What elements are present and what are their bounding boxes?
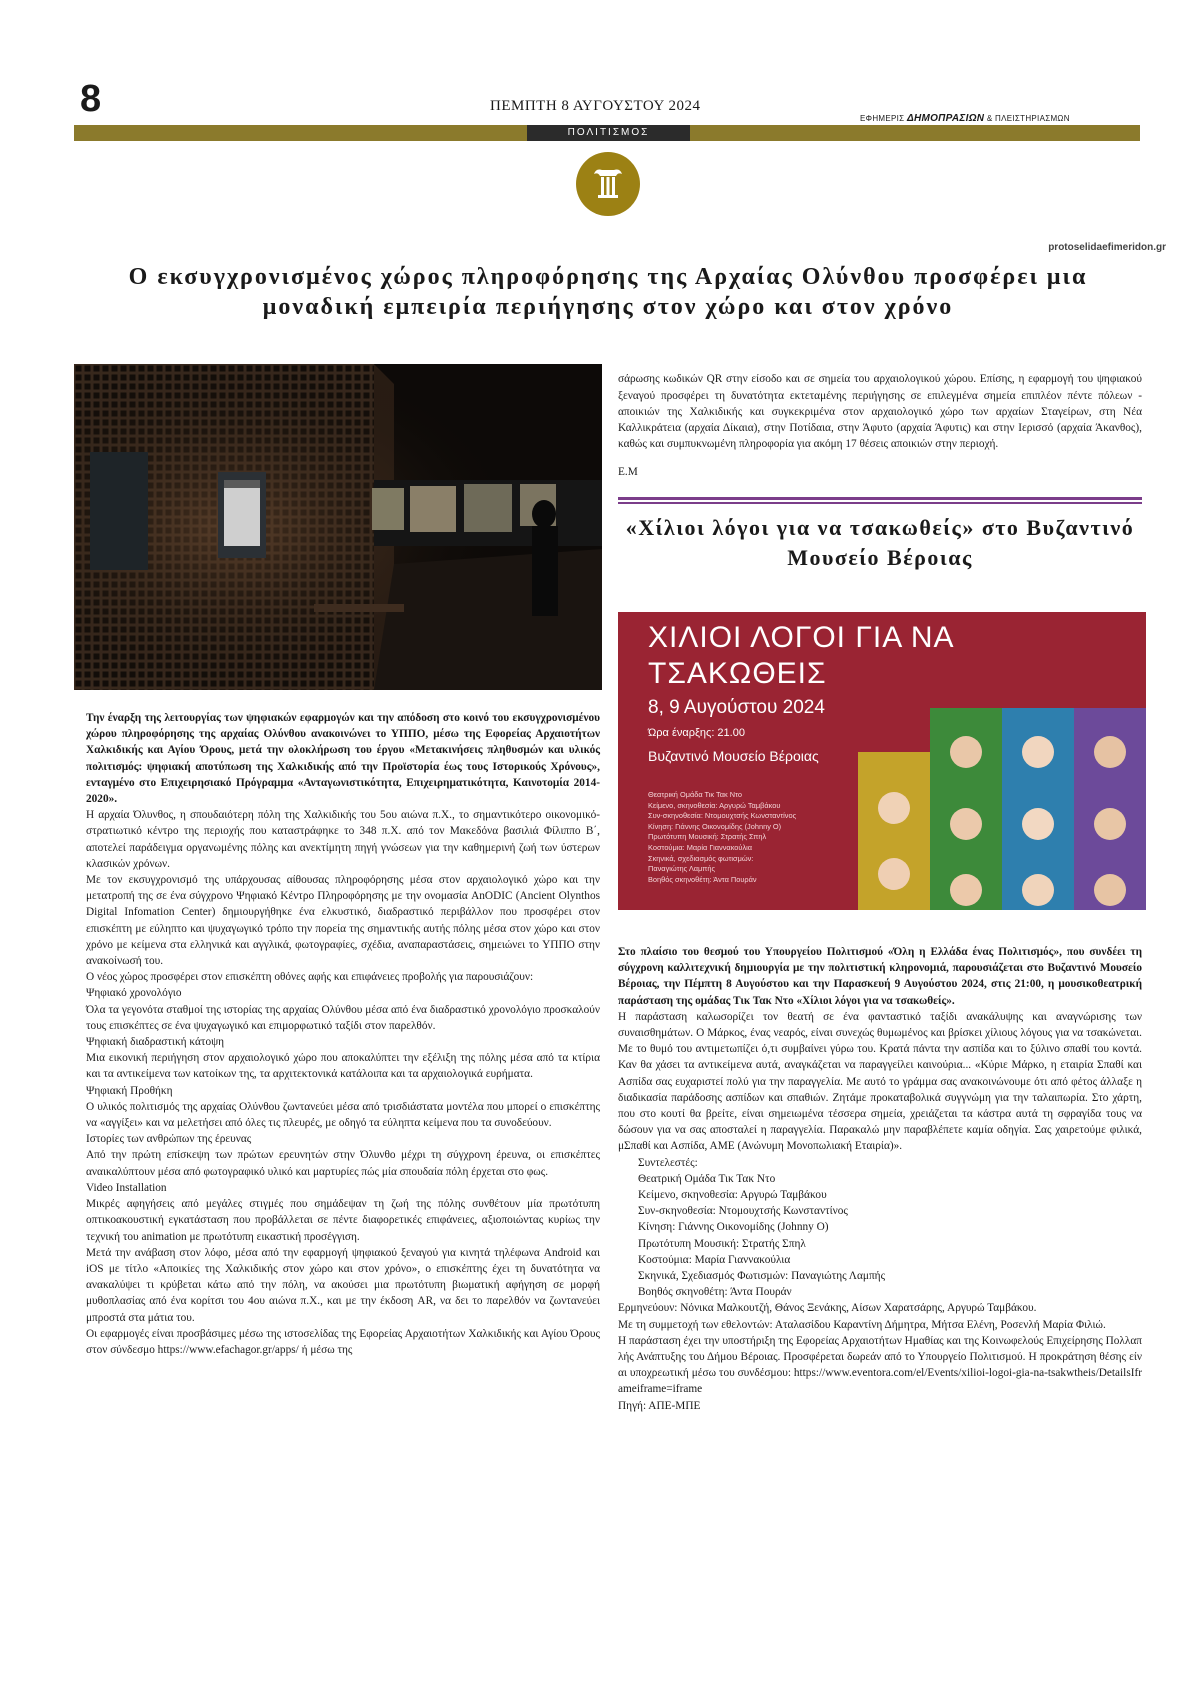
poster-credit-line: Πρωτότυπη Μουσική: Στρατής Σπηλ (648, 832, 767, 842)
poster-credit-line: Κίνηση: Γιάννης Οικονομίδης (Johnny O) (648, 821, 782, 831)
poster-title: ΧΙΛΙΟΙ ΛΟΓΟΙ ΓΙΑ ΝΑ ΤΣΑΚΩΘΕΙΣ (648, 621, 953, 690)
masthead (860, 113, 1070, 124)
article-2-support: Η παράσταση έχει την υποστήριξη της Εφορείας Αρχαιοτήτων Ημαθίας και της Κοινωφελούς Επιχείρησης Πολλαπλής Ανάπτυξης του Δήμου Βέροιας. Προσφέρεται δωρεάν από το Υπουργείο Πολιτισμού. Η προκράτηση θέσης είναι υποχρεωτική μέσω του συνδέσμου: https://www.eventora.com/el/Events/xilioi-logoi-gia-na-tsakwtheis/DetailsIframeiframe=iframe (618, 1334, 1142, 1396)
article-1-subhead: Ψηφιακή διαδραστική κάτοψη (86, 1036, 225, 1049)
article-1-paragraph: Με τον εκσυγχρονισμό της υπάρχουσας αίθουσας πληροφόρησης μέσα στον αρχαιολογικό χώρο και την μετατροπή της σε ένα σύγχρονο Ψηφιακό Κέντρο Πληροφόρησης με την ονομασία AnODIC (Ancient Olynthos Digital Infomation Center) δημιουργήθηκε ένα ελκυστικό, διαδραστικό περιβάλλον που προσφέρει στον επισκέπτη με εύληπτο και ψυχαγωγικό τρόπο την πορεία της σημαντικής αυτής πόλης μέσα στον χώρο και στον χρόνο με κείμενα στα ελληνικά και αγγλικά, φωτογραφίες, σχέδια, αναπαραστάσεις, σημειώνει το ΥΠΠΟ στην ανακοίνωσή του. (86, 874, 600, 968)
contributor-line: Κίνηση: Γιάννης Οικονομίδης (Johnny O) (638, 1221, 829, 1234)
page-number: 8 (80, 78, 102, 120)
contributor-line: Σκηνικά, Σχεδιασμός Φωτισμών: Παναγιώτης Λαμπής (638, 1270, 886, 1283)
contributor-line: Κείμενο, σκηνοθεσία: Αργυρώ Ταμβάκου (638, 1189, 827, 1202)
article-2-source: Πηγή: ΑΠΕ-ΜΠΕ (618, 1399, 701, 1412)
poster-date: 8, 9 Αυγούστου 2024 (648, 697, 825, 718)
poster-credit-line: Παναγιώτης Λαμπής (648, 864, 716, 874)
masthead-name: ΔΗΜΟΠΡΑΣΙΩΝ (906, 113, 985, 124)
article-1-subhead: Video Installation (86, 1181, 167, 1194)
article-1-paragraph: Ο υλικός πολιτισμός της αρχαίας Ολύνθου ζωντανεύει μέσα από τρισδιάστατα μοντέλα που μπορεί ο επισκέπτης να «αγγίξει» και να μελετήσει από όλες τις πλευρές, με οδηγό τα εύληπτα κείμενα που τα συνοδεύουν. (86, 1100, 600, 1130)
article-1-subhead: Ψηφιακό χρονολόγιο (86, 987, 182, 1000)
article-1-paragraph: Από την πρώτη επίσκεψη των πρώτων ερευνητών στην Όλυνθο μέχρι τη σύγχρονη έρευνα, οι επισκέπτες αναικαλύπτουν μέσα από φωτογραφικό υλικό και μαρτυρίες πώς μία σπουδαία πόλη έρχεται στο φως. (86, 1149, 600, 1178)
article-1-body (86, 710, 600, 1358)
article-2-performers: Ερμηνεύουν: Νόνικα Μαλκουτζή, Θάνος Ξενάκης, Αίσων Χαρατσάρης, Αργυρώ Ταμβάκου. (618, 1302, 1037, 1315)
poster-credit-line: Κείμενο, σκηνοθεσία: Αργυρώ Ταμβάκου (648, 800, 781, 810)
article-1-paragraph: Οι εφαρμογές είναι προσβάσιμες μέσω της ιστοσελίδας της Εφορείας Αρχαιοτήτων Χαλκιδικής και Αγίου Όρους στον σύνδεσμο https://www.efachagor.gr/apps/ ή μέσω της (86, 1327, 600, 1356)
article-1-signature: Ε.Μ (618, 465, 638, 478)
contributor-line: Κοστούμια: Μαρία Γιαννακούλια (638, 1253, 791, 1266)
issue-date: ΠΕΜΠΤΗ 8 ΑΥΓΟΥΣΤΟΥ 2024 (490, 98, 701, 114)
article-1-subhead: Ιστορίες των ανθρώπων της έρευνας (86, 1133, 252, 1146)
section-tab: ΠΟΛΙΤΙΣΜΟΣ (527, 125, 690, 141)
poster-time: Ώρα έναρξης: 21.00 (648, 727, 745, 739)
article-1-photo (74, 364, 602, 690)
contributor-line: Θεατρική Ομάδα Τικ Τακ Ντο (638, 1172, 776, 1185)
event-poster (618, 612, 1146, 910)
poster-credit-line: Βοηθός σκηνοθέτη: Άντα Πουράν (648, 874, 757, 884)
masthead-suffix: & ΠΛΕΙΣΤΗΡΙΑΣΜΩΝ (986, 114, 1070, 123)
contributors-label: Συντελεστές: (638, 1156, 698, 1169)
article-divider-thin (618, 502, 1142, 504)
article-1-continuation-text: σάρωσης κωδικών QR στην είσοδο και σε σημεία του αρχαιολογικού χώρου. Επίσης, η εφαρμογή του ψηφιακού ξεναγού προσφέρει τη δυνατότητα εκτεταμένης περιήγησης σε επιλεγμένα σημεία επιπλέον πέντε πόλεων - αποικιών της Χαλκιδικής και συγκεκριμένα στον αρχαιολογικό χώρο των αρχαίων Σταγείρων, στη Νέα Καλλικράτεια (αρχαία Δίκαια), στην Ποτίδαια, στην Άφυτο (αρχαία Άφυτις) και στην Ιερισσό (αρχαία Άκανθος), καθώς και συμπυκνωμένη πληροφορία για ακόμη 17 θέσεις αποικιών στην περιοχή. (618, 373, 1142, 451)
article-2-volunteers: Με τη συμμετοχή των εθελοντών: Αταλασίδου Καραντίνη Δήμητρα, Μήτσα Ελένη, Ροσενλή Μαρία Φιλιώ. (618, 1318, 1106, 1331)
article-1-headline: Ο εκσυγχρονισμένος χώρος πληροφόρησης της Αρχαίας Ολύνθου προσφέρει μια μοναδική εμπειρία περιήγησης στον χώρο και στον χρόνο (128, 264, 1088, 320)
poster-credit-line: Συν-σκηνοθεσία: Ντομουχτσής Κωνσταντίνος (648, 811, 797, 821)
article-1-paragraph: Μετά την ανάβαση στον λόφο, μέσα από την εφαρμογή ψηφιακού ξεναγού για κινητά τηλέφωνα Android και iOS με τίτλο «Αποικίες της Χαλκιδικής στον χώρο και στον χρόνο», ο επισκέπτης έχει τη δυνατότητα να ανακαλύψει τι κρύβεται κάτω από την πόλη, να ακούσει μια πρωτότυπη βιωματική αφήγηση σε μορφή μυθοπλασίας από ένα κορίτσι του 4ου αιώνα π.Χ., και με την έκδοση AR, να δει το παρελθόν να ζωντανεύει μπροστά στα μάτια του. (86, 1246, 600, 1324)
article-1-paragraph: Μικρές αφηγήσεις από μεγάλες στιγμές που σημάδεψαν τη ζωή της πόλης συνθέτουν μία πρωτότυπη οπτικοακουστική εγκατάσταση που προβάλλεται σε πέντε διαφορετικές επιφάνειες, αξιοποιώντας κυρίως την τεχνική του animation με πρωτότυπη εικαστική προσέγγιση. (86, 1198, 600, 1243)
article-2-body (618, 944, 1142, 1414)
article-1-lead: Την έναρξη της λειτουργίας των ψηφιακών εφαρμογών και την απόδοση στο κοινό του εκσυγχρονισμένου χώρου πληροφόρησης της αρχαίας Ολύνθου ανακοινώνει το ΥΠΠΟ, μέσω της Εφορείας Αρχαιοτήτων Χαλκιδικής και Αγίου Όρους, μετά την ολοκλήρωση του έργου «Μετακινήσεις πληθυσμών και υλικός πολιτισμός: ψηφιακή αποτύπωση της Χαλκιδικής από την Προϊστορία έως τους Ιστορικούς Χρόνους», ενταγμένο στο Επιχειρησιακό Πρόγραμμα «Ανταγωνιστικότητα, Επιχειρηματικότητα, Καινοτομία 2014-2020». (86, 712, 600, 806)
contributor-line: Συν-σκηνοθεσία: Ντομουχτσής Κωνσταντίνος (638, 1205, 848, 1218)
poster-credit-line: Κοστούμια: Μαρία Γιαννακούλια (648, 842, 753, 852)
contributor-line: Βοηθός σκηνοθέτη: Άντα Πουράν (638, 1286, 792, 1299)
article-1-paragraph: Η αρχαία Όλυνθος, η σπουδαιότερη πόλη της Χαλκιδικής του 5ου αιώνα π.Χ., το σημαντικότερο οικονομικό-στρατιωτικό κέντρο της περιοχής που καταστράφηκε το 348 π.Χ. από τον Μακεδόνα βασιλιά Φίλιππο Β΄, αποτελεί παράδειγμα οργανωμένης πόλης και ανεκτίμητη πηγή γνώσεων για την καθημερινή ζωή των ύστερων κλασικών χρόνων. (86, 809, 600, 870)
article-2-paragraph: Η παράσταση καλωσορίζει τον θεατή σε ένα φανταστικό ταξίδι ανακάλυψης και αναγνώρισης των συναισθημάτων. Ο Μάρκος, ένας νεαρός, είναι συνεχώς θυμωμένος και βρίσκει χίλιους λόγους για να τσακώνεται. Με το θυμό του αντιμετωπίζει ό,τι συμβαίνει γύρω του. Κρατά πάντα την ασπίδα και το ξύλινο σπαθί του κοντά. Καν θα χάσει τα αντικείμενα αυτά, αναγκάζεται να παραγγείλει καινούρια... «Κύριε Μάρκο, η εταιρία Σπαθί και Ασπίδα σας ευχαριστεί πολύ για την παραγγελία. Με αυτό το γράμμα σας ανακοινώνουμε ότι από φέτος άλλαξε η διαδικασία παράδοσης ασπίδων και σπαθιών. Ζητάμε προκαταβολικά συγγνώμη για την ταλαιπωρία. Στο χάρτη, που στο κουτί θα βρείτε, είναι σημειωμένα τέσσερα σημεία, χρειάζεται τα κάστρα αυτά τη σφραγίδα τους να δώσουν για να σας αποσταλεί η παραγγελία. Παρακαλώ μην παραβλέπετε καμία οδηγία. Σας χαιρετούμε φιλικά, μΣπαθί και Ασπίδα, ΑΜΕ (Ανώνυμη Μονοπωλιακή Εταιρία)». (618, 1010, 1142, 1153)
column-logo (576, 152, 640, 216)
article-2-headline: «Χίλιοι λόγοι για να τσακωθείς» στο Βυζαντινό Μουσείο Βέροιας (625, 515, 1135, 570)
source-watermark: protoselidaefimeridon.gr (1048, 242, 1166, 253)
article-1-paragraph: Όλα τα γεγονότα σταθμοί της ιστορίας της αρχαίας Ολύνθου μέσα από ένα διαδραστικό χρονολόγιο προσκαλούν τους επισκέπτες σε ένα ψυχαγωγικό και επιμορφωτικό ταξίδι στον παρελθόν. (86, 1003, 600, 1032)
article-divider (618, 497, 1142, 500)
article-1-paragraph: Μια εικονική περιήγηση στον αρχαιολογικό χώρο που αποκαλύπτει την εξέλιξη της πόλης μέσα από τα κτίρια και τα αντικείμενα των κατοίκων της, τα αρχιτεκτονικά κατάλοιπα και τα αρχαιολογικά ευρήματα. (86, 1052, 600, 1081)
poster-credit-line: Σκηνικά, σχεδιασμός φωτισμών: (648, 853, 754, 863)
article-1-subhead: Ψηφιακή Προθήκη (86, 1084, 173, 1097)
article-1-continuation (618, 360, 1142, 491)
poster-credit-line: Θεατρική Ομάδα Τικ Τακ Ντο (648, 790, 743, 799)
masthead-prefix: ΕΦΗΜΕΡΙΣ (860, 114, 905, 123)
poster-venue: Βυζαντινό Μουσείο Βέροιας (648, 748, 819, 764)
poster-credits (648, 790, 796, 885)
article-1-paragraph: Ο νέος χώρος προσφέρει στον επισκέπτη οθόνες αφής και επιφάνειες προβολής για παρουσιάζουν: (86, 971, 534, 984)
contributor-line: Πρωτότυπη Μουσική: Στρατής Σπηλ (638, 1237, 806, 1250)
article-2-lead: Στο πλαίσιο του θεσμού του Υπουργείου Πολιτισμού «Όλη η Ελλάδα ένας Πολιτισμός», που συνδέει τη σύγχρονη καλλιτεχνική δημιουργία με την πολιτιστική κληρονομιά, παρουσιάζεται στο Βυζαντινό Μουσείο Βέροιας, την Πέμπτη 8 Αυγούστου και την Παρασκευή 9 Αυγούστου 2024, στις 21:00, η μουσικοθεατρική παράσταση της ομάδας Τικ Τακ Ντο «Χίλιοι λόγοι για να τσακωθείς». (618, 946, 1142, 1007)
ionic-column-icon (576, 152, 640, 216)
museum-interior-image (74, 364, 602, 690)
